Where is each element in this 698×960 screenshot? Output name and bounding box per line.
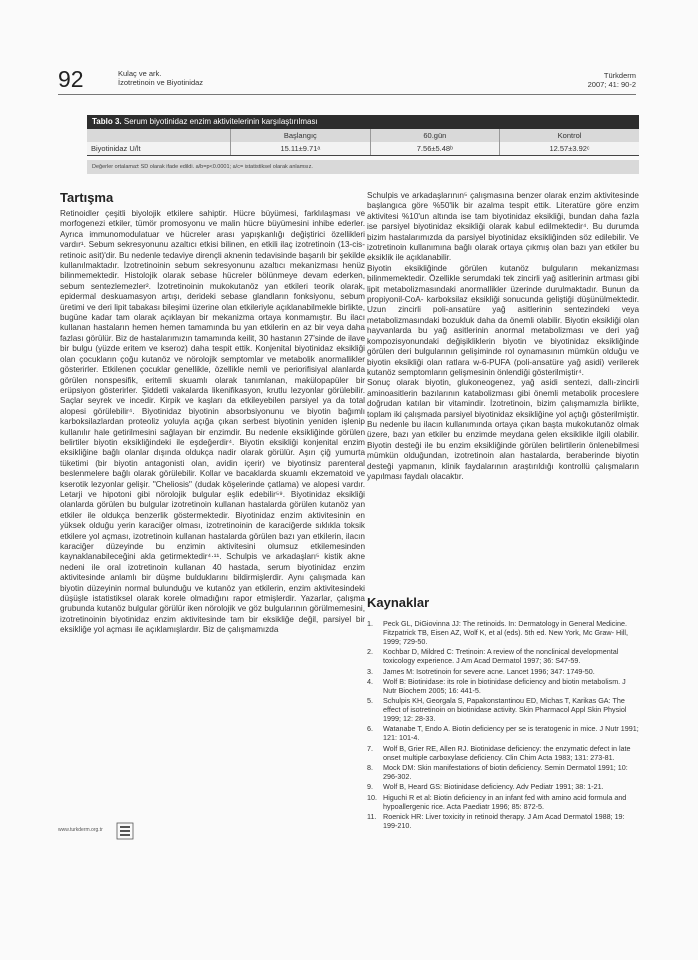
- table-title-text: Serum biyotinidaz enzim aktivitelerinin karşılaştırılması: [121, 117, 318, 126]
- table-cell: 7.56±5.48ᵇ: [370, 142, 499, 156]
- header-volume: 2007; 41: 90-2: [587, 80, 636, 89]
- reference-list: [367, 620, 639, 832]
- reference-text: Higuchi R et al: Biotin deficiency in an infant fed with amino acid formula and hypoallergenic rice. Acta Paediatr 1996; 85: 872-5.: [383, 792, 627, 811]
- table-row: [87, 142, 639, 156]
- header-journal-name: Türkderm: [603, 71, 636, 80]
- reference-number: 9.: [367, 782, 373, 792]
- reference-item: [367, 794, 639, 812]
- section-heading-discussion: Tartışma: [60, 190, 114, 205]
- reference-text: James M: Isotretinoin for severe acne. Lancet 1996; 347: 1749-50.: [383, 666, 595, 676]
- reference-text: Wolf B, Grier RE, Allen RJ. Biotinidase deficiency: the enzymatic defect in late onset multiple carboxylase deficiency. Clin Chim Acta 1983; 131: 273-81.: [383, 743, 631, 762]
- header-divider: [58, 94, 636, 95]
- table-header-cell: [87, 129, 231, 142]
- reference-item: [367, 813, 639, 831]
- running-header-authors: [118, 69, 203, 87]
- table-header-cell: Kontrol: [500, 129, 639, 142]
- reference-item: [367, 745, 639, 763]
- reference-number: 6.: [367, 724, 373, 734]
- reference-item: [367, 725, 639, 743]
- paragraph: Biyotin eksikliğinde görülen kutanöz bulguların mekanizması bilinmemektedir. Özellikle serumdaki tek zincirli yağ asitlerinin artması gibi lipit metabolizmasındaki anormallikler üzerinde durulmaktadır. Bunun da propiyonil-CoA- karboksilaz eksikliği sonucunda geliştiği düşünülmektedir. Uzun zincirli poli-ansatüre yağ asitlerinin sentezindeki veya metabolizmasındaki bozukluk daha da önemli olabilir. Biyotin eksikliği olan hayvanlarda bu yağ asitlerinin anormal metabolizması ve deri yağ kompozisyonundaki değişikliklerin biyotin ve biyotinidaz eksikliğinde görülen deri bulgularının gelişiminde rol oynamasının mümkün olduğu ve biyotin eksikliği olan ratlara w-6-PUFA (poli-ansatüre yağ asidi) verilerek kutanöz semptomların gelişmesinin önlendiği gösterilmiştir⁴.: [367, 263, 639, 377]
- table-cell: 12.57±3.92ᶜ: [500, 142, 639, 156]
- table-title-label: Tablo 3.: [92, 117, 122, 126]
- society-logo-icon: [116, 822, 134, 840]
- reference-text: Schulpis KH, Georgala S, Papakonstantinou ED, Michas T, Karikas GA: The effect of isotretinoin on biotinidase activity. Skin Pharmacol Appl Skin Physiol 1999; 12: 28-33.: [383, 696, 627, 724]
- reference-text: Peck GL, DiGiovinna JJ: The retinoids. In: Dermatology in General Medicine. Fitzpatrick TB, Eisen AZ, Wolf K, et al (eds). 5th ed. New York, Mc Graw- Hill, 1999; 729-50.: [383, 619, 628, 646]
- reference-item: [367, 764, 639, 782]
- table-cell: Biyotinidaz U/lt: [87, 142, 231, 156]
- reference-number: 7.: [367, 743, 373, 753]
- reference-number: 1.: [367, 619, 373, 628]
- reference-number: 5.: [367, 696, 373, 706]
- reference-text: Wolf B: Biotinidase: its role in biotinidase deficiency and biotin metabolism. J Nutr Biochem 2005; 16: 441-5.: [383, 676, 626, 695]
- reference-number: 11.: [367, 812, 377, 822]
- reference-number: 10.: [367, 792, 377, 802]
- header-article-title: İzotretinoin ve Biyotinidaz: [118, 78, 204, 87]
- reference-item: [367, 678, 639, 696]
- header-authors: Kulaç ve ark.: [118, 69, 162, 78]
- paragraph: Sonuç olarak biyotin, glukoneogenez, yağ asidi sentezi, dallı-zincirli aminoasitlerin bazılarının katabolizması gibi önemli metabolik proceslere doğrudan katılan bir vitamindir. İzotretinoin, bizim çalışmamızla birlikte, toplam iki çalışmada parsiyel biyotinidaz eksikliğine yol açtığı gösterilmiştir. Bu nedenle bu ilacın kullanımında ortaya çıkan başta mukokutanöz olmak üzere, bazı yan etkiler bu enzimde meydana gelen eksiklikle ilgili olabilir. Biyotin desteği ile bu enzim eksikliğinde görülen belirtilerin önlenebilmesi mümkün olduğundan, izotretinoin alan hastalarda, beraberinde biyotin desteği yapmanın, klinik faydalarının araştırıldığı kontrollü çalışmaların yapılması faydalı olacaktır.: [367, 378, 639, 481]
- table-header-cell: 60.gün: [370, 129, 499, 142]
- table-title: [87, 115, 639, 129]
- reference-item: [367, 783, 639, 792]
- reference-item: [367, 668, 639, 677]
- table-footnote: Değerler ortalama± SD olarak ifade edildi. a/b=p<0.0001; a/c= istatistiksel olarak anlamsız.: [87, 160, 639, 174]
- reference-item: [367, 697, 639, 724]
- enzyme-activity-table: [87, 129, 639, 156]
- paragraph: Schulpis ve arkadaşlarının⁵ çalışmasına benzer olarak enzim aktivitesinde başlangıca göre %50'lik bir azalma tespit ettik. Literatüre göre enzim aktivitesi %10'un altında ise tam biyotinidaz eksikliği, bundan daha fazla ise parsiyel biyotinidaz eksikliği olarak kabul edilmektedir⁴. Bu durumda bizim hastalarımızda da parsiyel biyotinidaz eksikliğinden söz edilebilir. Ve izotretinoin kullanımına bağlı olarak ortaya çıkmış olan bazı yan etkiler bu eksiklik ile açıklanabilir.: [367, 191, 639, 263]
- section-heading-references: Kaynaklar: [367, 595, 430, 610]
- footer-url: www.turkderm.org.tr: [58, 827, 103, 833]
- reference-number: 3.: [367, 666, 373, 676]
- reference-number: 8.: [367, 763, 373, 773]
- page-number: 92: [58, 66, 84, 92]
- running-header-journal: [588, 71, 636, 89]
- table-header-cell: Başlangıç: [231, 129, 371, 142]
- reference-text: Mock DM: Skin manifestations of biotin deficiency. Semin Dermatol 1991; 10: 296-302.: [383, 763, 628, 781]
- reference-text: Roenick HR: Liver toxicity in retinoid therapy. J Am Acad Dermatol 1988; 19: 199-210.: [383, 812, 625, 831]
- discussion-text-right: [367, 191, 639, 482]
- reference-item: [367, 620, 639, 647]
- paragraph: Retinoidler çeşitli biyolojik etkilere sahiptir. Hücre büyümesi, farklılaşması ve morfogenezi etkiler, tümör promosyonu ve malin hücre büyümesini inhibe ederler. Ayrıca immunomodulatuar ve hücreler arası yapışkanlığı değiştirici özellikleri vardır¹. Sebum sekresyonunu azaltıcı etkisi bilinen, en etkili ilaç izotretinoin (13-cis-retinoic asit)'dir. Bu nedenle tedaviye dirençli aknenin tedavisinde başarılı bir şekilde kullanılmaktadır. İzotretinoinin sebum sekresyonunu azaltıcı mekanizması henüz bilinmemektedir. Histolojik olarak sebase hücreler bölünmeye devam ederken, sebum sentezlemezler². İzotretinoinin mukokutanöz yan etkileri teorik olarak, epidermal deskuamasyon artışı, derideki sebase glandların fonksiyonu, sebum üretimi ve deri lipit tabakası bileşimi üzerine olan etkileriyle açıklanabilmekle birlikte, bugüne kadar tam olarak açıklayan bir mekanizma ortaya konmamıştır. Bu ilacı kullanan hastaların hemen hemen tamamında bu yan etkilerin en az bir veya daha fazlası görülür. Biz de hastalarımızın tamamında keilit, 30 hastanın 27'sinde de ilave bir bulgu (yüzde eritem ve kseroz) daha tespit ettik. Konjenital biyotinidaz eksikliği olan çocukların çoğu kutanöz ve nörolojik semptomlar ve metabolik anormallikler gösterirler. Etkilenen çocuklar genellikle, özellikle nemli ve periorifisiyal alanlarda görülen nonspesifik, eritemli skuamlı olarak tanımlanan, makülopapüler bir erüpsiyon gösterirler. Şiddetli vakalarda likenifikasyon, krutlu lezyonlar görülebilir. Saçlar seyrek ve incedir. Kirpik ve kaşları da etkileyebilen parsiyel ya da total alopesi görülebilir⁴. Biyotinidaz biyotinin absorbsiyonunu ve biyotin bağımlı karboksilazlardan proteoliz yoluyla açığa çıkan serbest biyotinin yeniden işlenip kullanılır hale getirilmesini sağlayan bir enzimdir. Bu nedenle eksikliğinde görülen belirtiler biyotin eksikliğindeki ile eşdeğerdir⁴. Biyotin eksikliği konjenital enzim eksikliğine bağlı olanlar dışında oldukça nadir olarak görülür. Aşırı çiğ yumurta tüketimi (bir biyotin antagonisti olan, avidin içerir) ve biyotinsiz parenteral beslenmelere bağlı olarak görülebilir. Kollar ve bacaklarda skuamlı ekzematoid ve kserotik lezyonlar gelişir. "Cheliosis" (dudak köşelerinde çatlama) ve alopesi vardır. Letarji ve hipotoni gibi nörolojik bulgular eşlik edebilir⁵⁹. Biyotinidaz eksikliği olanlarda görülen bu bulgular izotretinoin kullanan hastalarda görülen kutanöz yan etkiler ile oldukça benzerlik göstermektedir. Biyotinidaz enzim aktivitesinin en yüksek olduğu yerin karaciğer olması, izotretinoinin de karaciğerde sıklıkla toksik etkilere yol açması, izotretinoin kullanan hastalarda görülen bazı yan etkilerin, ilacın karaciğer düzeyinde bu enzimin aktivitesini olumsuz etkilemesinden kaynaklanabileceğini akla getirmektedir⁴·¹¹. Schulpis ve arkadaşları⁵ kistik akne nedeni ile oral izotretinoin kullanan 40 hastada, serum biyotinidaz enzim aktivitesinde anlamlı bir düşme bulduklarını bildirmişlerdir. Aynı çalışmada kan biyotin düzeyinin normal bulunduğu ve kutanöz yan etkilerin, enzim aktivitesindeki düşüşle istatistiksel olarak korele olmadığını rapor etmişlerdir. Yazarlar, çalışma grubunda kutanöz bulgular görülür iken nörolojik ve göz bulgularının görülmemesini, izotretinoinin biyotinidaz enzim aktivitesinde tam bir eksikliğe değil, parsiyel bir eksikliğe yol açması ile açıklamışlardır. Biz de çalışmamızda: [60, 209, 365, 635]
- reference-text: Kochbar D, Mildred C: Tretinoin: A review of the nonclinical developmental toxicology experience. J Am Acad Dermatol 1997; 36: S47-59.: [383, 647, 619, 666]
- reference-number: 2.: [367, 647, 373, 657]
- reference-item: [367, 648, 639, 666]
- reference-text: Wolf B, Heard GS: Biotinidase deficiency. Adv Pediatr 1991; 38: 1-21.: [383, 782, 604, 792]
- table-cell: 15.11±9.71ᵃ: [231, 142, 371, 156]
- table-header-row: [87, 129, 639, 142]
- reference-text: Watanabe T, Endo A. Biotin deficiency per se is teratogenic in mice. J Nutr 1991; 121: 101-4.: [383, 724, 639, 743]
- reference-number: 4.: [367, 676, 373, 686]
- discussion-text-left: [60, 209, 365, 636]
